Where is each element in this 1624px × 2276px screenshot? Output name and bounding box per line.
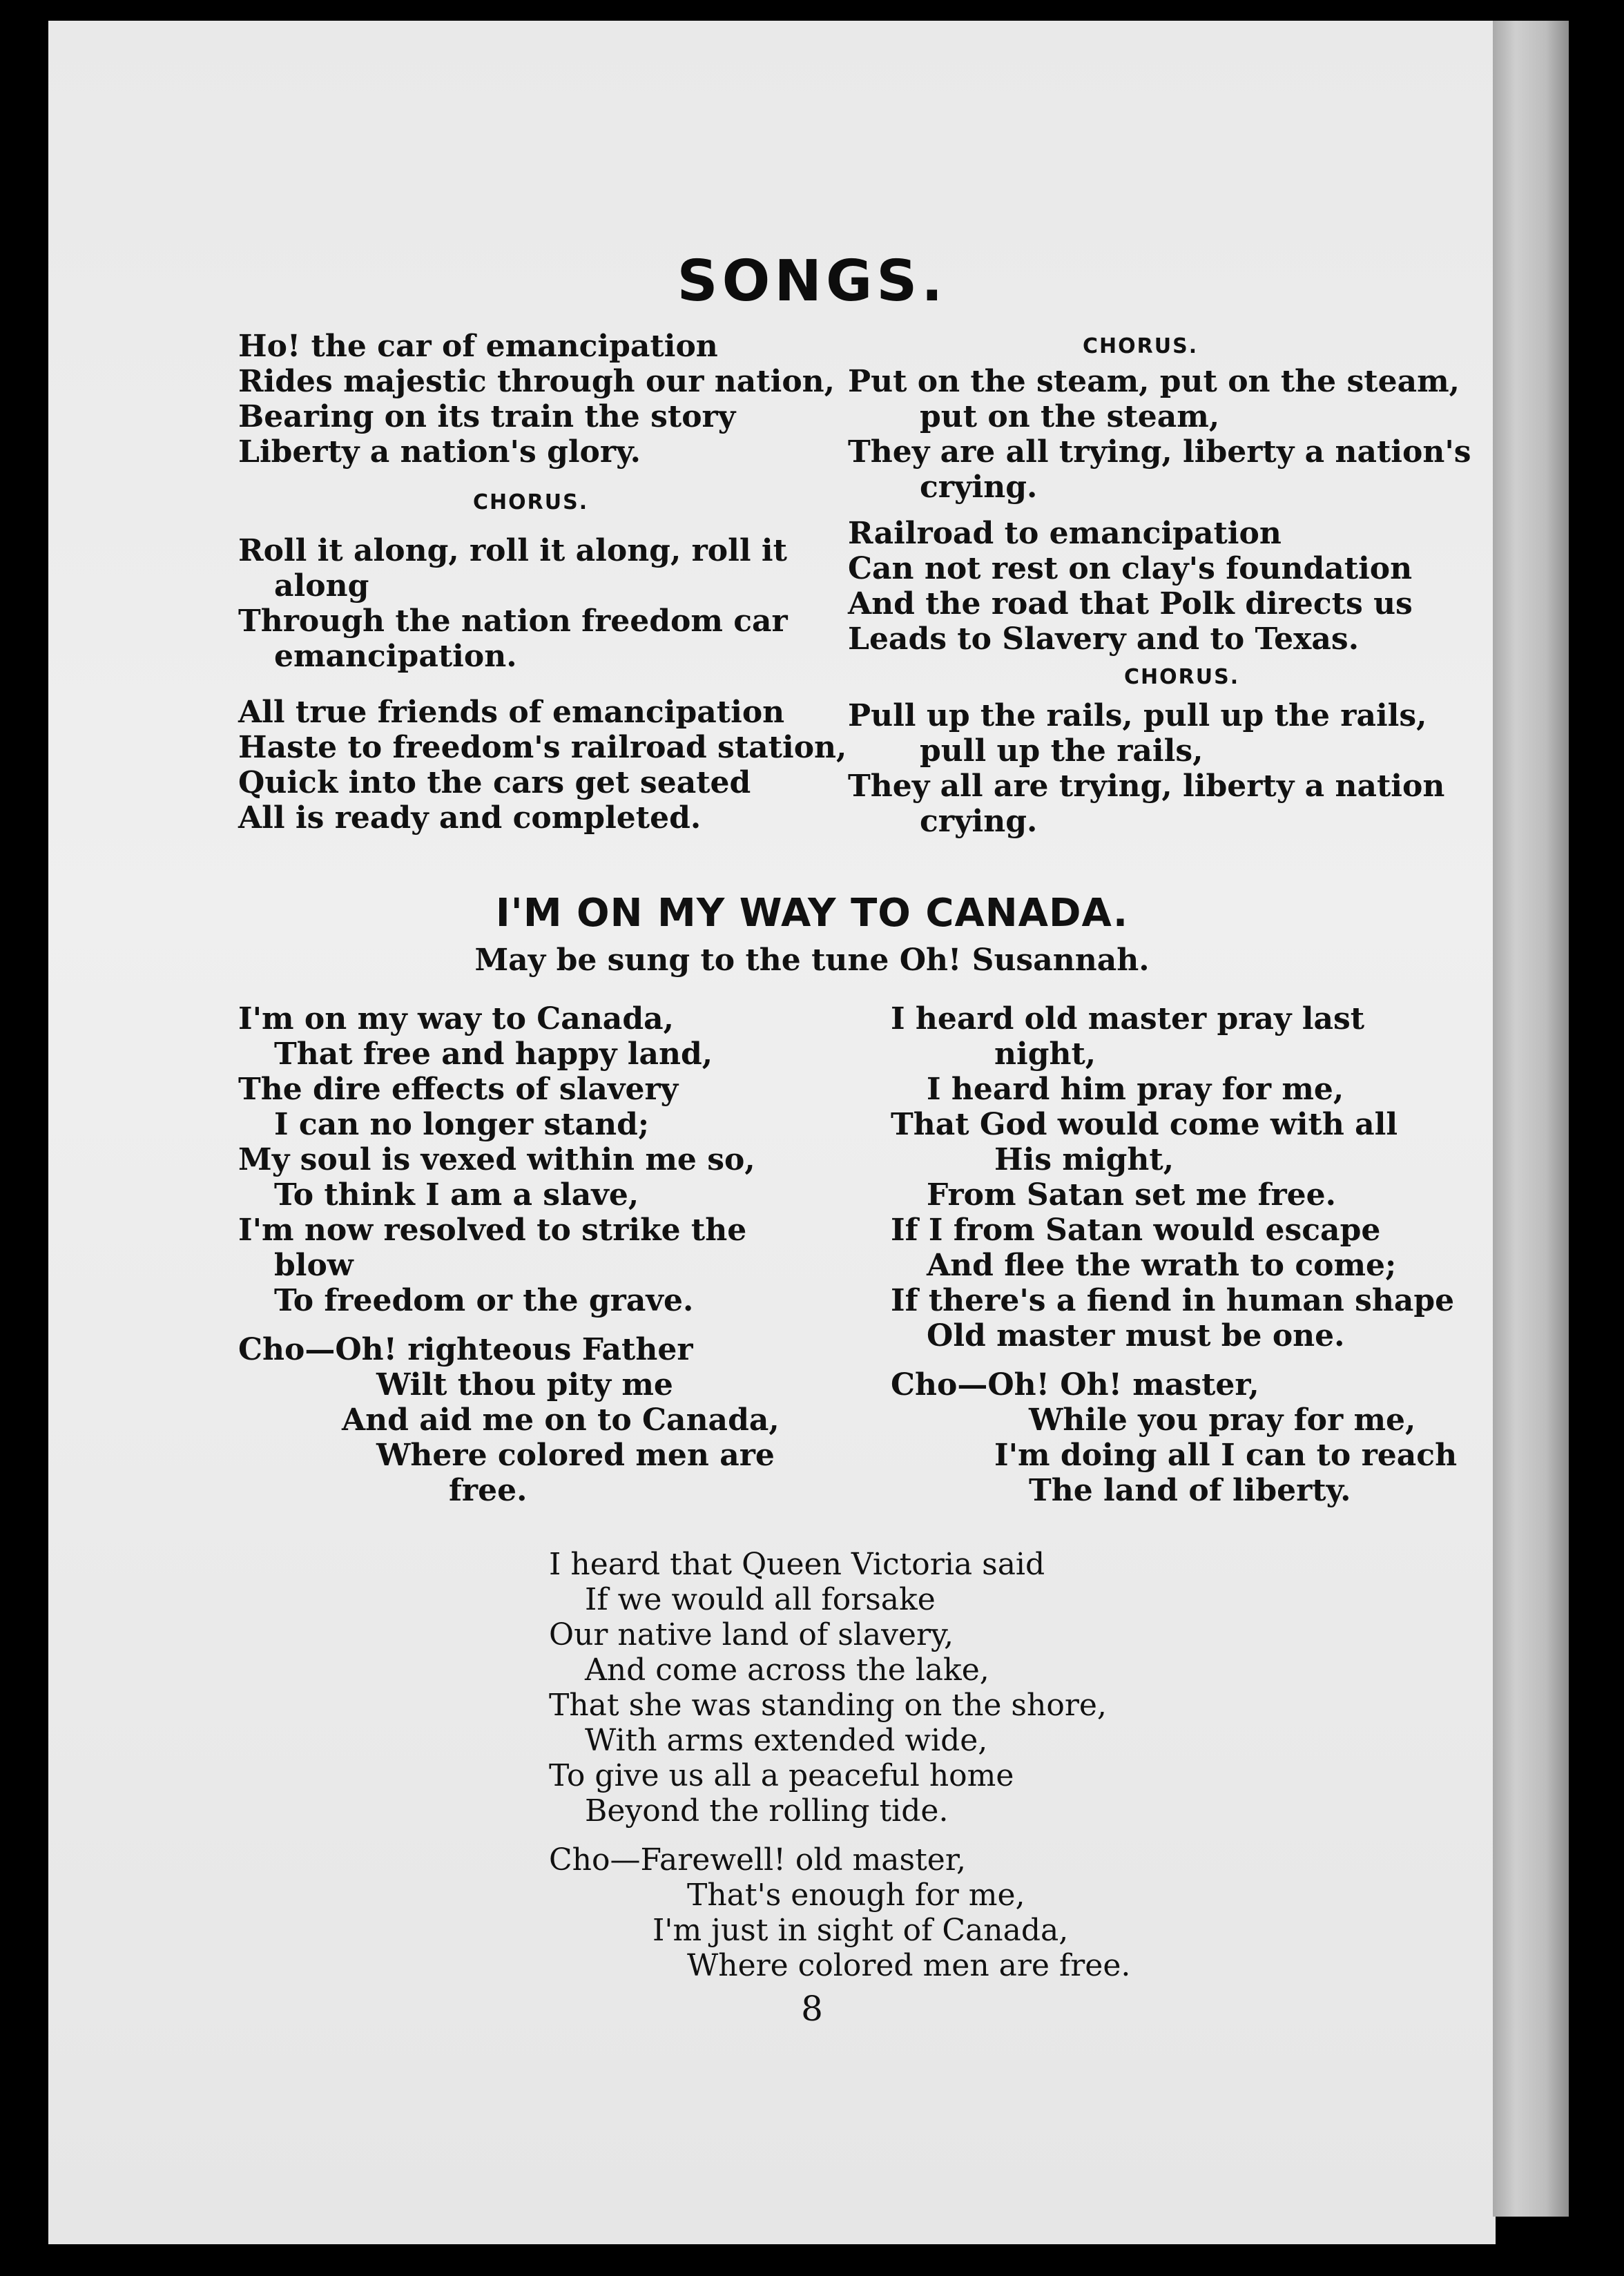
chorus-line: I'm just in sight of Canada, [652, 1913, 1069, 1948]
verse-line: I heard old master pray last [891, 1001, 1365, 1036]
verse-line: Beyond the rolling tide. [585, 1793, 949, 1829]
chorus-line: along [274, 568, 369, 604]
verse-line: night, [994, 1036, 1096, 1072]
verse-line: Railroad to emancipation [848, 516, 1282, 551]
chorus-line: They are all trying, liberty a nation's [848, 434, 1471, 470]
verse-line: His might, [994, 1142, 1174, 1177]
songs-title: SONGS. [677, 249, 947, 314]
verse-line: I heard that Queen Victoria said [549, 1547, 1045, 1582]
chorus-line: Cho—Oh! Oh! master, [891, 1367, 1259, 1402]
verse-line: Rides majestic through our nation, [238, 364, 835, 399]
page-number: 8 [801, 1989, 823, 2029]
chorus-line: While you pray for me, [1029, 1402, 1416, 1438]
song1-left-column [238, 329, 847, 836]
chorus-line: put on the steam, [920, 399, 1220, 434]
verse-line: I'm now resolved to strike the [238, 1213, 747, 1248]
chorus-line: Cho—Farewell! old master, [549, 1842, 967, 1878]
verse-line: To freedom or the grave. [274, 1283, 694, 1318]
chorus-line: And aid me on to Canada, [342, 1402, 780, 1438]
verse-line: My soul is vexed within me so, [238, 1142, 755, 1177]
song-title: I'M ON MY WAY TO CANADA. [495, 891, 1129, 936]
page-fold-edge [1493, 21, 1569, 2217]
verse-line: blow [274, 1248, 354, 1283]
chorus-line: Where colored men are [376, 1438, 775, 1473]
verse-line: And flee the wrath to come; [927, 1248, 1397, 1283]
song2-right-column [891, 1001, 1471, 1508]
verse-line: Ho! the car of emancipation [238, 329, 718, 364]
chorus-line: Put on the steam, put on the steam, [848, 364, 1460, 399]
song1-right-column [848, 329, 1471, 839]
verse-line: That God would come with all [891, 1107, 1398, 1142]
chorus-line: Wilt thou pity me [376, 1367, 673, 1402]
verse-line: The dire effects of slavery [238, 1072, 679, 1107]
chorus-line: Through the nation freedom car [238, 604, 788, 639]
verse-line: And come across the lake, [585, 1652, 989, 1688]
song2-center-column [549, 1547, 1239, 1983]
verse-line: From Satan set me free. [927, 1177, 1336, 1213]
chorus-line: The land of liberty. [1029, 1473, 1351, 1508]
verse-line: Old master must be one. [927, 1318, 1345, 1353]
verse-line: That free and happy land, [274, 1036, 713, 1072]
verse-line: If I from Satan would escape [891, 1213, 1381, 1248]
song-subtitle: May be sung to the tune Oh! Susannah. [474, 943, 1150, 978]
verse-line: I can no longer stand; [274, 1107, 650, 1142]
chorus-line: Pull up the rails, pull up the rails, [848, 698, 1427, 733]
verse-line: Quick into the cars get seated [238, 765, 751, 800]
verse-line: If there's a fiend in human shape [891, 1283, 1455, 1318]
chorus-line: Roll it along, roll it along, roll it [238, 533, 787, 568]
verse-line: If we would all forsake [585, 1582, 936, 1617]
chorus-line: free. [449, 1473, 528, 1508]
verse-line: All is ready and completed. [238, 800, 702, 836]
verse-line: Haste to freedom's railroad station, [238, 730, 847, 765]
chorus-line: Where colored men are free. [687, 1948, 1131, 1983]
verse-line: To think I am a slave, [274, 1177, 639, 1213]
verse-line: And the road that Polk directs us [848, 586, 1413, 621]
verse-line: Can not rest on clay's foundation [848, 551, 1413, 586]
verse-line: With arms extended wide, [585, 1723, 988, 1758]
verse-line: Liberty a nation's glory. [238, 434, 641, 470]
chorus-line: They all are trying, liberty a nation [848, 769, 1445, 804]
chorus-line: pull up the rails, [920, 733, 1204, 769]
verse-line: All true friends of emancipation [238, 695, 785, 730]
chorus-line: I'm doing all I can to reach [994, 1438, 1458, 1473]
chorus-label: CHORUS. [1124, 665, 1240, 689]
verse-line: To give us all a peaceful home [549, 1758, 1014, 1793]
chorus-line: emancipation. [274, 639, 517, 674]
chorus-line: crying. [920, 804, 1038, 839]
chorus-line: That's enough for me, [687, 1878, 1025, 1913]
chorus-label: CHORUS. [1083, 334, 1199, 358]
verse-line: That she was standing on the shore, [549, 1688, 1107, 1723]
chorus-line: crying. [920, 470, 1038, 505]
verse-line: Our native land of slavery, [549, 1617, 954, 1652]
chorus-line: Cho—Oh! righteous Father [238, 1332, 693, 1367]
song2-left-column [238, 1001, 846, 1508]
verse-line: Bearing on its train the story [238, 399, 736, 434]
verse-line: I heard him pray for me, [927, 1072, 1344, 1107]
chorus-label: CHORUS. [473, 490, 589, 514]
verse-line: I'm on my way to Canada, [238, 1001, 674, 1036]
verse-line: Leads to Slavery and to Texas. [848, 621, 1360, 657]
